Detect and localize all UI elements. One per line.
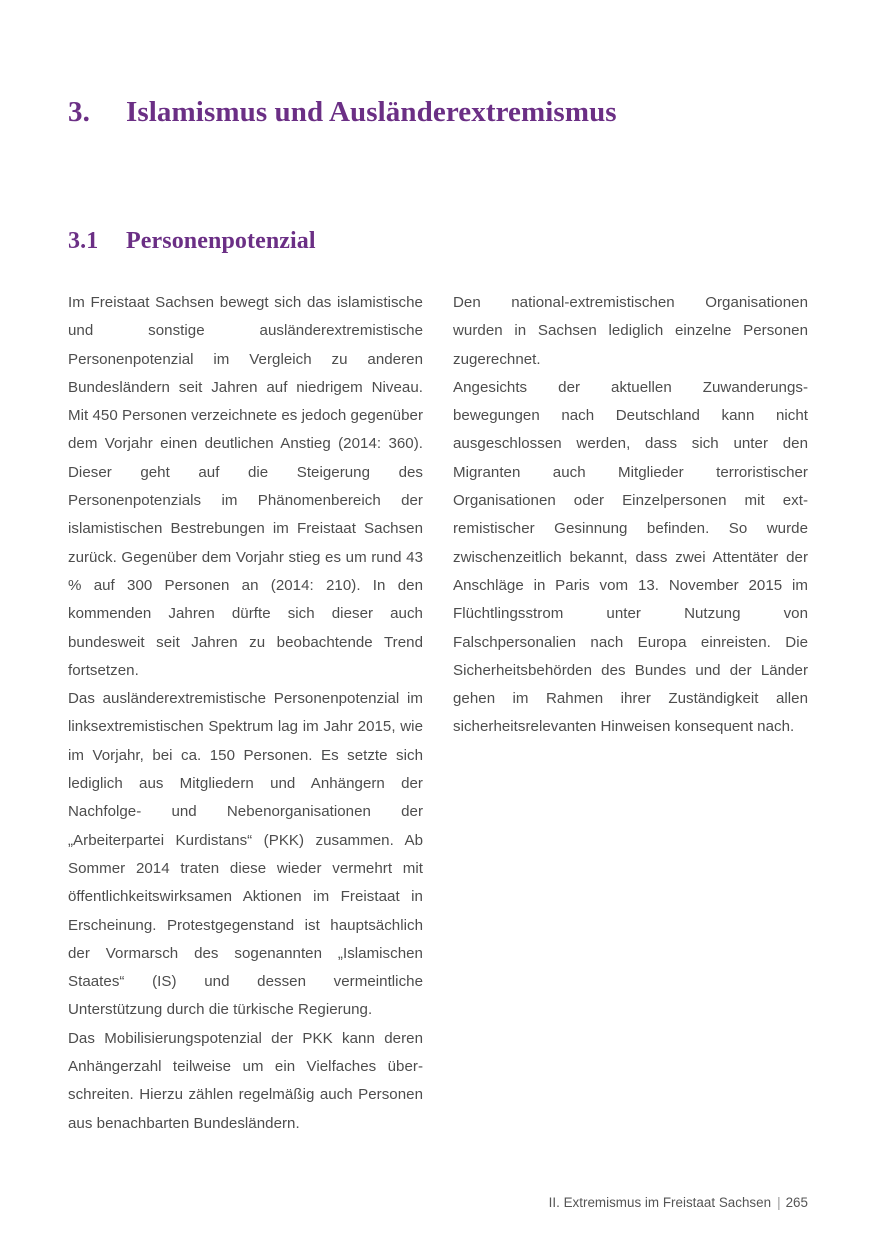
body-columns [68, 289, 808, 1132]
chapter-heading-title: Islamismus und Ausländerextremismus [126, 96, 617, 129]
footer-separator: | [777, 1195, 781, 1210]
paragraph: Angesichts der aktuellen Zuwanderungsbewegungen nach Deutschland kann nicht ausgeschlossen werden, dass sich unter den Migranten auch Mitglieder terroristischer Organisationen oder Einzelpersonen mit extremistischer Gesinnung befinden. So wurde zwischenzeitlich bekannt, dass zwei Attentäter der Anschläge in Paris vom 13. November 2015 im Flüchtlingsstrom unter Nutzung von Falschpersonalien nach Europa einreisten. Die Sicherheitsbehörden des Bundes und der Länder gehen im Rahmen ihrer Zuständigkeit allen sicherheitsrelevanten Hinweisen konsequent nach. [453, 378, 808, 736]
column-left [68, 289, 423, 1138]
footer-running-title: II. Extremismus im Freistaat Sachsen [548, 1195, 772, 1210]
paragraph: Im Freistaat Sachsen bewegt sich das islamistische und sonstige ausländerextremistische Personenpotenzial im Vergleich zu anderen Bundesländern seit Jahren auf niedrigem Niveau. Mit 450 Personen verzeichnete es jedoch gegenüber dem Vorjahr einen deutlichen Anstieg (2014: 360). Dieser geht auf die Steigerung des Personenpotenzials im Phänomenbereich der islamistischen Bestrebungen im Freistaat Sachsen zurück. Gegenüber dem Vorjahr stieg es um rund 43 % auf 300 Personen an (2014: 210). In den kommenden Jahren dürfte sich dieser auch bundesweit seit Jahren zu beobachtende Trend fortsetzen. [68, 294, 423, 679]
paragraph: Den national-extremistischen Organisationen wurden in Sachsen lediglich einzelne Personen zugerechnet. [453, 294, 808, 368]
chapter-heading [68, 95, 808, 129]
section-heading [68, 226, 808, 256]
chapter-heading-number: 3. [68, 96, 90, 129]
section-heading-number: 3.1 [68, 227, 99, 254]
section-heading-title: Personenpotenzial [126, 227, 316, 254]
paragraph: Das Mobilisierungspotenzial der PKK kann deren Anhängerzahl teilweise um ein Vielfaches überschreiten. Hierzu zählen regelmäßig auch Personen aus benachbarten Bundesländern. [68, 1029, 423, 1132]
column-right [453, 289, 808, 742]
page-footer [68, 1194, 808, 1212]
paragraph: Das ausländerextremistische Personenpotenzial im linksextremistischen Spektrum lag im Jahr 2015, wie im Vorjahr, bei ca. 150 Personen. Es setzte sich lediglich aus Mitgliedern und Anhängern der Nachfolge- und Nebenorganisationen der „Arbeiterpartei Kurdistans“ (PKK) zusammen. Ab Sommer 2014 traten diese wieder vermehrt mit öffentlichkeitswirksamen Aktionen im Freistaat in Erscheinung. Protestgegenstand ist hauptsächlich der Vormarsch des sogenannten „Islamischen Staates“ (IS) und dessen vermeintliche Unterstützung durch die türkische Regierung. [68, 690, 423, 1019]
footer-page-number: 265 [785, 1195, 808, 1210]
